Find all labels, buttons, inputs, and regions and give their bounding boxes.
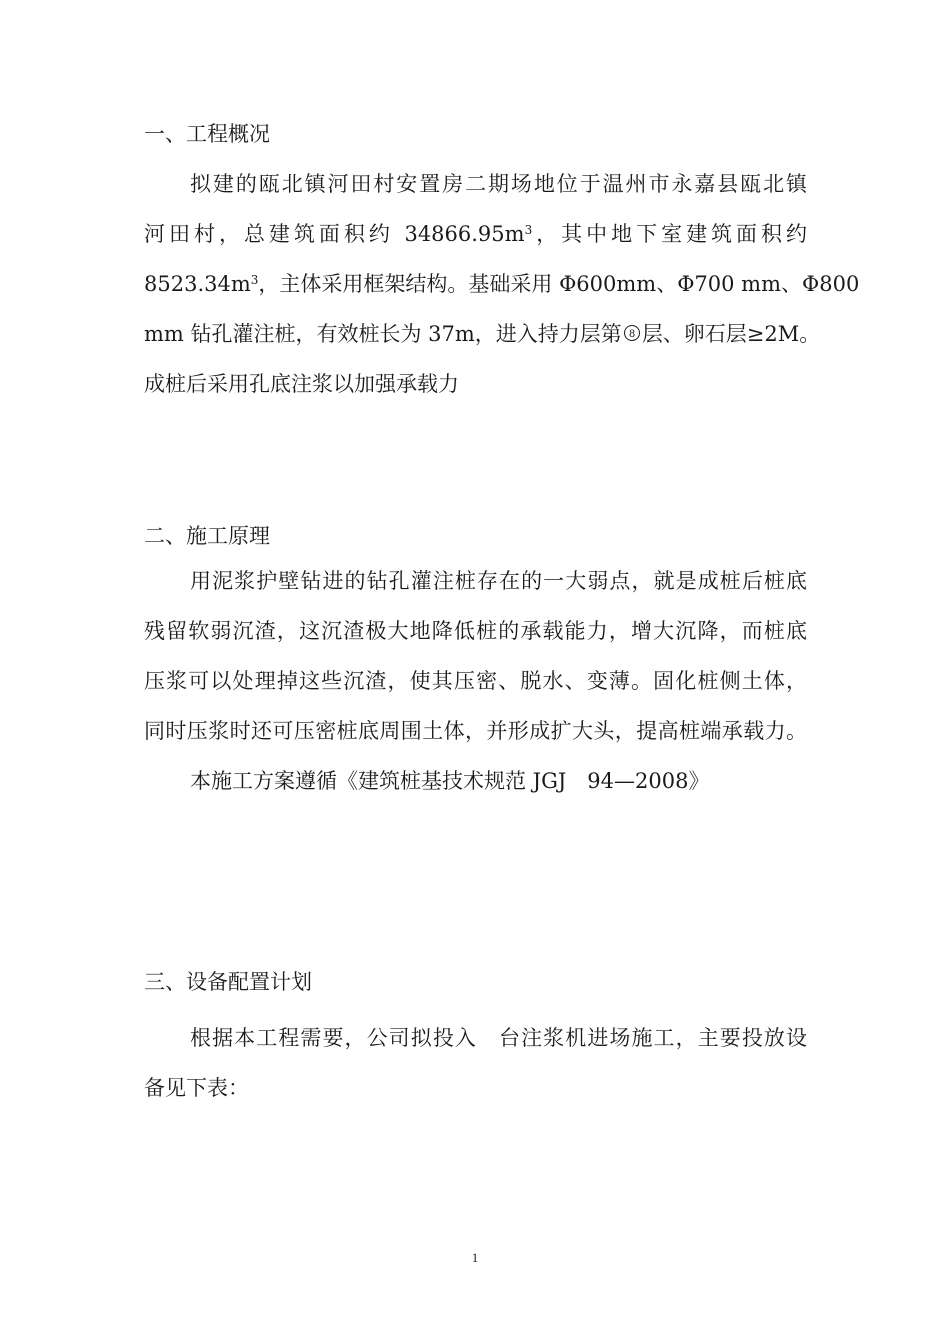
text-run: 层、卵石层≥2M。: [641, 322, 821, 346]
section-3-heading: 三、设备配置计划: [144, 970, 312, 994]
section-2-paragraph-line-1: 用泥浆护壁钻进的钻孔灌注桩存在的一大弱点，就是成桩后桩底: [190, 569, 807, 593]
text-run: ，主体采用框架结构。基础采用 Φ600mm、Φ700 mm、Φ800: [258, 272, 860, 296]
section-3-paragraph-line-2: 备见下表：: [144, 1076, 249, 1100]
section-3-paragraph-line-1: 根据本工程需要，公司拟投入 台注浆机进场施工，主要投放设: [190, 1026, 807, 1050]
text-run: 河田村，总建筑面积约 34866.95m: [144, 222, 525, 246]
section-2-reference-line: 本施工方案遵循《建筑桩基技术规范 JGJ 94—2008》: [190, 769, 710, 793]
page-number: 1: [471, 1250, 479, 1265]
section-2-heading: 二、施工原理: [144, 524, 270, 548]
section-1-paragraph-line-1: 拟建的瓯北镇河田村安置房二期场地位于温州市永嘉县瓯北镇: [190, 172, 807, 196]
section-1-paragraph-line-5: 成桩后采用孔底注浆以加强承载力: [144, 372, 459, 396]
superscript: 3: [524, 223, 533, 237]
text-run: 8523.34m: [144, 272, 251, 296]
section-1-heading: 一、工程概况: [144, 122, 270, 146]
text-run: ，其中地下室建筑面积约: [532, 222, 807, 246]
section-1-paragraph-line-4: [144, 319, 821, 349]
section-2-paragraph-line-2: 残留软弱沉渣，这沉渣极大地降低桩的承载能力，增大沉降，而桩底: [144, 619, 807, 643]
section-1-paragraph-line-2: [144, 219, 807, 249]
circled-number: [622, 319, 642, 349]
text-run: mm 钻孔灌注桩，有效桩长为 37m，进入持力层第: [144, 322, 622, 346]
section-1-paragraph-line-3: [144, 269, 860, 299]
section-2-paragraph-line-4: 同时压浆时还可压密桩底周围土体，并形成扩大头，提高桩端承载力。: [144, 719, 807, 743]
circled-digit: 8: [628, 329, 636, 340]
section-2-paragraph-line-3: 压浆可以处理掉这些沉渣，使其压密、脱水、变薄。固化桩侧土体，: [144, 669, 807, 693]
superscript: 3: [250, 273, 259, 287]
